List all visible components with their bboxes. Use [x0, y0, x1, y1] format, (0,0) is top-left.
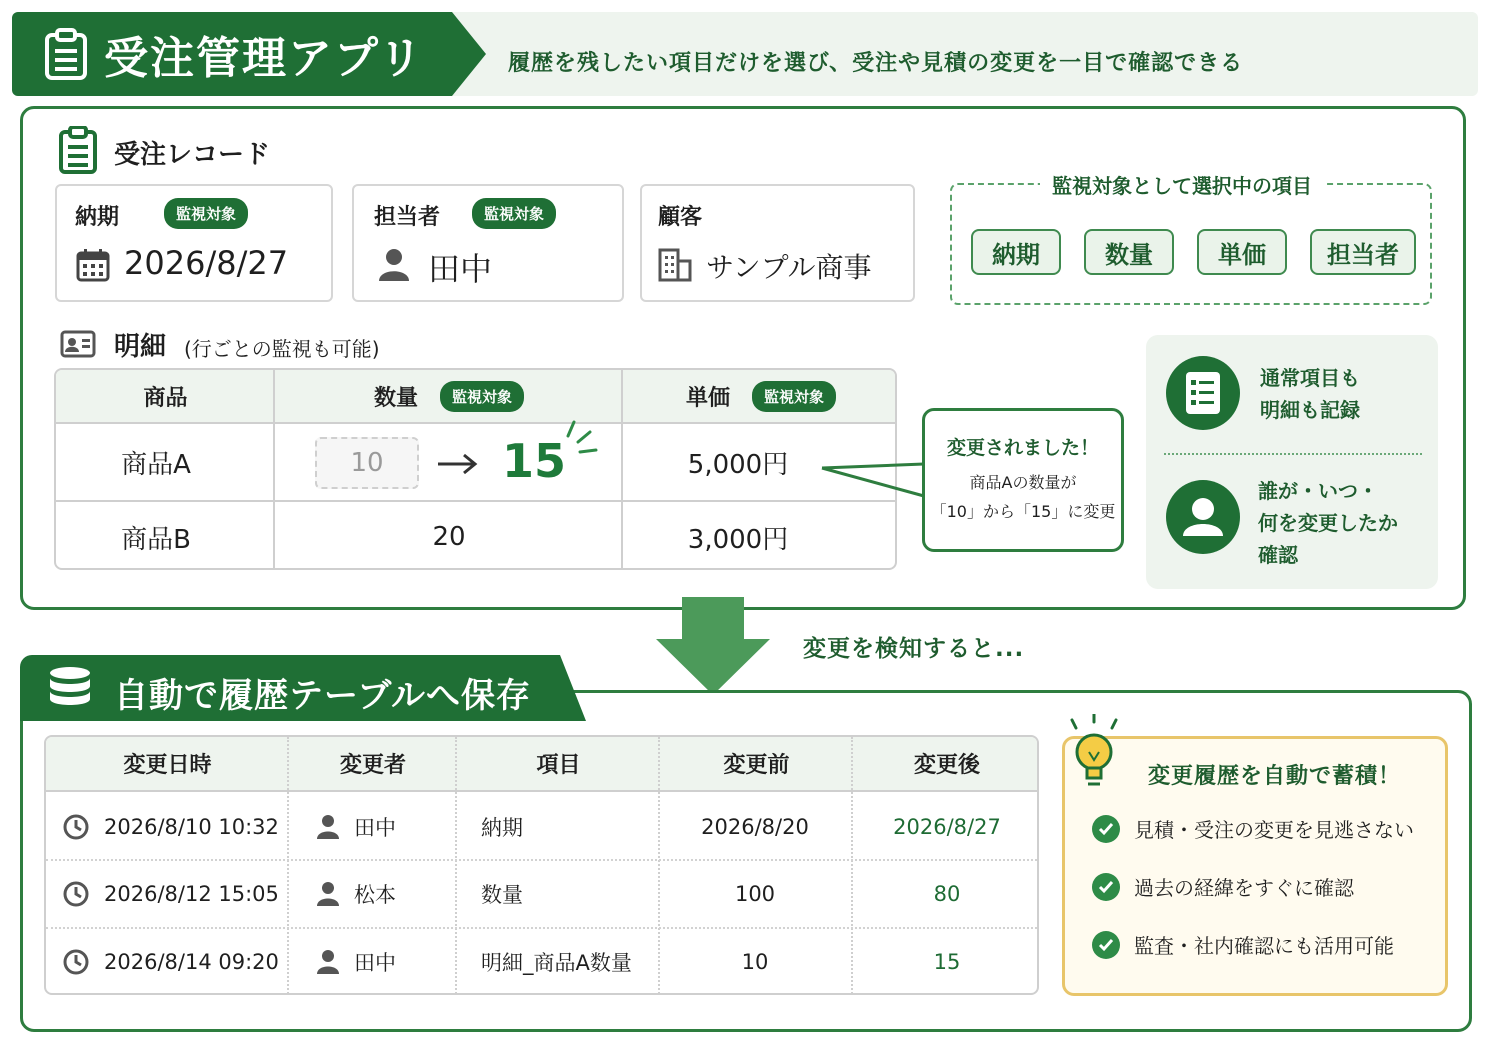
clock-icon: [62, 948, 90, 976]
lightbulb-icon: [1068, 714, 1120, 794]
history-user: 松本: [316, 861, 456, 927]
new-quantity-value: 15: [502, 434, 567, 488]
monitored-badge: 監視対象: [164, 198, 248, 229]
list-icon: [1166, 356, 1240, 430]
chip-assignee[interactable]: 担当者: [1310, 229, 1416, 275]
due-date-value: 2026/8/27: [124, 244, 289, 282]
clipboard-icon: [58, 126, 98, 174]
field-label: 顧客: [658, 205, 703, 230]
history-table: [44, 735, 1039, 995]
history-after: 15: [933, 950, 961, 974]
person-icon: [316, 949, 340, 975]
history-before: 10: [741, 950, 769, 974]
clock-icon: [62, 813, 90, 841]
history-field: 明細_商品A数量: [481, 951, 632, 975]
callout-title: 変更されました！: [946, 437, 1099, 459]
detail-header-price: 単価 監視対象: [623, 370, 897, 424]
table-row: 2026/8/10 10:32: [62, 794, 287, 860]
callout-body: 「10」から「15」に変更: [930, 502, 1116, 521]
divider: [1164, 453, 1422, 455]
down-arrow-icon: [656, 597, 770, 695]
old-quantity-value: 10: [315, 437, 419, 489]
monitored-badge: 監視対象: [440, 381, 524, 412]
field-label: 納期: [75, 205, 120, 230]
detail-table: [54, 368, 897, 570]
selected-fields-title: 監視対象として選択中の項目: [1040, 170, 1324, 199]
person-icon: [316, 881, 340, 907]
check-icon: [1092, 931, 1120, 959]
info-text: 通常項目も 明細も記録: [1260, 366, 1360, 422]
sparkle-icon: [562, 418, 598, 458]
benefit-item: 監査・社内確認にも活用可能: [1092, 930, 1394, 959]
callout-body: 商品Aの数量が: [969, 473, 1077, 492]
history-header: 変更前: [660, 737, 853, 792]
detail-section-title: 明細: [114, 332, 167, 362]
history-after: 2026/8/27: [893, 815, 1001, 839]
history-user: 田中: [316, 929, 456, 995]
id-card-icon: [60, 330, 96, 358]
monitored-badge: 監視対象: [472, 198, 556, 229]
benefit-item: 過去の経緯をすぐに確認: [1092, 872, 1354, 901]
person-icon: [378, 248, 410, 282]
history-section-title: 自動で履歴テーブルへ保存: [114, 676, 531, 716]
table-cell-price: 5,000円: [687, 449, 789, 480]
detail-section-note: (行ごとの監視も可能): [184, 337, 380, 361]
history-user: 田中: [316, 794, 456, 860]
detail-header-product: 商品: [56, 370, 275, 424]
arrow-right-icon: [436, 452, 478, 476]
monitored-badge: 監視対象: [752, 381, 836, 412]
chip-unit-price[interactable]: 単価: [1197, 229, 1287, 275]
table-cell-product: 商品A: [121, 449, 191, 480]
table-cell-quantity: 20: [432, 522, 466, 552]
clipboard-icon: [44, 28, 88, 80]
clock-icon: [62, 880, 90, 908]
history-before: 2026/8/20: [701, 815, 809, 839]
table-cell-product: 商品B: [121, 524, 191, 555]
flow-text: 変更を検知すると...: [803, 636, 1025, 662]
app-subtitle: 履歴を残したい項目だけを選び、受注や見積の変更を一目で確認できる: [508, 51, 1244, 76]
user-icon: [1166, 480, 1240, 554]
check-icon: [1092, 873, 1120, 901]
history-after: 80: [933, 882, 961, 906]
database-icon: [48, 666, 92, 712]
record-section-title: 受注レコード: [114, 140, 271, 170]
history-header: 変更後: [853, 737, 1039, 792]
benefits-title: 変更履歴を自動で蓄積！: [1148, 764, 1402, 789]
history-field: 納期: [481, 816, 523, 840]
table-row: 2026/8/12 15:05: [62, 861, 287, 927]
history-header: 項目: [457, 737, 660, 792]
building-icon: [658, 248, 692, 282]
table-row: 2026/8/14 09:20: [62, 929, 287, 995]
benefit-item: 見積・受注の変更を見逃さない: [1092, 814, 1414, 843]
chip-quantity[interactable]: 数量: [1084, 229, 1174, 275]
history-field: 数量: [481, 883, 523, 907]
check-icon: [1092, 815, 1120, 843]
customer-value: サンプル商事: [706, 251, 872, 284]
history-header: 変更者: [289, 737, 457, 792]
calendar-icon: [76, 248, 110, 282]
detail-header-quantity: 数量 監視対象: [275, 370, 623, 424]
table-cell-price: 3,000円: [687, 524, 789, 555]
field-label: 担当者: [374, 205, 441, 230]
history-before: 100: [734, 882, 776, 906]
app-title: 受注管理アプリ: [104, 33, 425, 84]
person-icon: [316, 814, 340, 840]
chip-due-date[interactable]: 納期: [971, 229, 1061, 275]
assignee-value: 田中: [428, 250, 493, 288]
history-header: 変更日時: [46, 737, 289, 792]
info-text: 誰が・いつ・ 何を変更したか 確認: [1258, 479, 1398, 567]
callout-pointer: [818, 460, 926, 500]
change-callout: [922, 408, 1124, 552]
